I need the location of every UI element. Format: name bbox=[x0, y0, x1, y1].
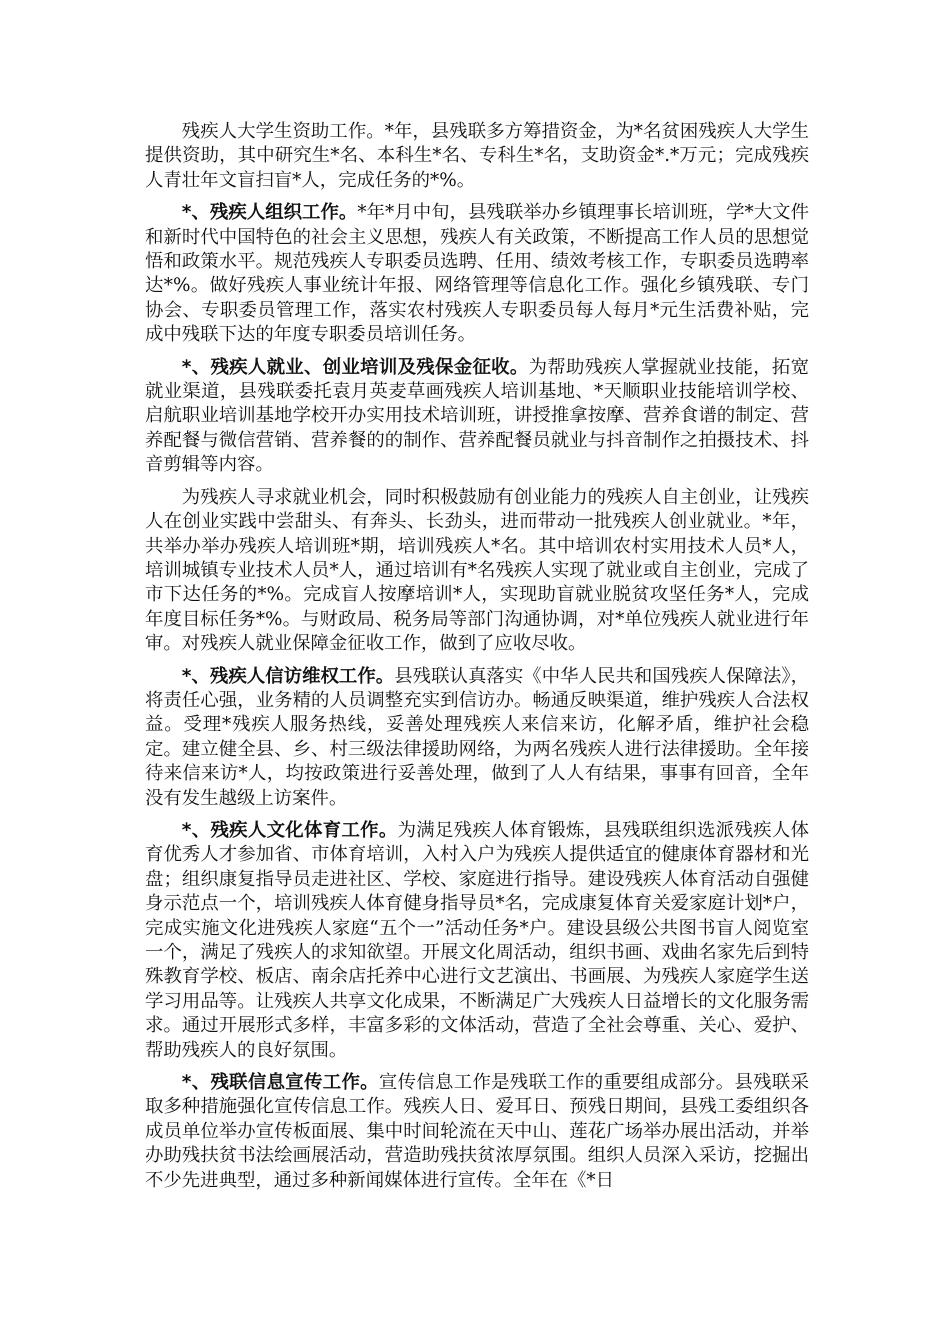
paragraph-petition-rights bbox=[145, 665, 809, 811]
paragraph-text: 残疾人大学生资助工作。*年，县残联多方筹措资金，为*名贫困残疾人大学生提供资助，其中研究生*名、本科生*名、专科生*名，支助资金*.*万元；完成残疾人青壮年文盲扫盲*人，完成任务的*%。 bbox=[145, 121, 809, 191]
paragraph-information-publicity bbox=[145, 1071, 809, 1193]
section-heading: *、残疾人就业、创业培训及残保金征收。 bbox=[181, 356, 529, 378]
paragraph-employment-training bbox=[145, 356, 809, 478]
paragraph-text: 宣传信息工作是残联工作的重要组成部分。县残联采取多种措施强化宣传信息工作。残疾人日、爱耳日、预残日期间，县残工委组织各成员单位举办宣传板面展、集中时间轮流在天中山、莲花广场举办展出活动，并举办助残扶贫书法绘画展活动，营造助残扶贫浓厚氛围。组织人员深入采访，挖掘出不少先进典型，通过多种新闻媒体进行宣传。全年在《*日 bbox=[145, 1072, 809, 1191]
section-heading: *、残疾人信访维权工作。 bbox=[181, 665, 395, 687]
document-body bbox=[145, 120, 809, 1201]
paragraph-entrepreneurship bbox=[145, 486, 809, 657]
paragraph-culture-sports bbox=[145, 819, 809, 1063]
paragraph-text: 县残联认真落实《中华人民共和国残疾人保障法》，将责任心强，业务精的人员调整充实到信访办。畅通反映渠道，维护残疾人合法权益。受理*残疾人服务热线，妥善处理残疾人来信来访，化解矛盾，维护社会稳定。建立健全县、乡、村三级法律援助网络，为两名残疾人进行法律援助。全年接待来信来访*人，均按政策进行妥善处理，做到了人人有结果，事事有回音，全年没有发生越级上访案件。 bbox=[145, 665, 809, 809]
paragraph-text: 为残疾人寻求就业机会，同时积极鼓励有创业能力的残疾人自主创业，让残疾人在创业实践中尝甜头、有奔头、长劲头，进而带动一批残疾人创业就业。*年，共举办举办残疾人培训班*期，培训残疾人*名。其中培训农村实用技术人员*人，培训城镇专业技术人员*人，通过培训有*名残疾人实现了就业或自主创业，完成了市下达任务的*%。完成盲人按摩培训*人，实现助盲就业脱贫攻坚任务*人，完成年度目标任务*%。与财政局、税务局等部门沟通协调，对*单位残疾人就业进行年审。对残疾人就业保障金征收工作，做到了应收尽收。 bbox=[145, 486, 809, 655]
paragraph-student-aid bbox=[145, 120, 809, 193]
paragraph-text: 为满足残疾人体育锻炼，县残联组织选派残疾人体育优秀人才参加省、市体育培训，入村入户为残疾人提供适宜的健康体育器材和光盘；组织康复指导员走进社区、学校、家庭进行指导。建设残疾人体育活动自强健身示范点一个，培训残疾人体育健身指导员*名，完成康复体育关爱家庭计划*户，完成实施文化进残疾人家庭“五个一”活动任务*户。建设县级公共图书盲人阅览室一个，满足了残疾人的求知欲望。开展文化周活动，组织书画、戏曲名家先后到特殊教育学校、板店、南余店托养中心进行文艺演出、书画展、为残疾人家庭学生送学习用品等。让残疾人共享文化成果，不断满足广大残疾人日益增长的文化服务需求。通过开展形式多样，丰富多彩的文体活动，营造了全社会尊重、关心、爱护、帮助残疾人的良好氛围。 bbox=[145, 819, 809, 1061]
paragraph-text: 为帮助残疾人掌握就业技能，拓宽就业渠道，县残联委托袁月英麦草画残疾人培训基地、*天顺职业技能培训学校、启航职业培训基地学校开办实用技术培训班，讲授推拿按摩、营养食谱的制定、营养配餐与微信营销、营养餐的的制作、营养配餐员就业与抖音制作之拍摄技术、抖音剪辑等内容。 bbox=[145, 356, 809, 476]
section-heading: *、残疾人组织工作。 bbox=[181, 202, 358, 224]
paragraph-organization-work bbox=[145, 201, 809, 347]
section-heading: *、残联信息宣传工作。 bbox=[181, 1072, 379, 1094]
section-heading: *、残疾人文化体育工作。 bbox=[181, 819, 398, 841]
paragraph-text: *年*月中旬，县残联举办乡镇理事长培训班，学*大文件和新时代中国特色的社会主义思想，残疾人有关政策，不断提高工作人员的思想觉悟和政策水平。规范残疾人专职委员选聘、任用、绩效考核工作，专职委员选聘率达*%。做好残疾人事业统计年报、网络管理等信息化工作。强化乡镇残联、专门协会、专职委员管理工作，落实农村残疾人专职委员每人每月*元生活费补贴，完成中残联下达的年度专职委员培训任务。 bbox=[145, 202, 809, 346]
